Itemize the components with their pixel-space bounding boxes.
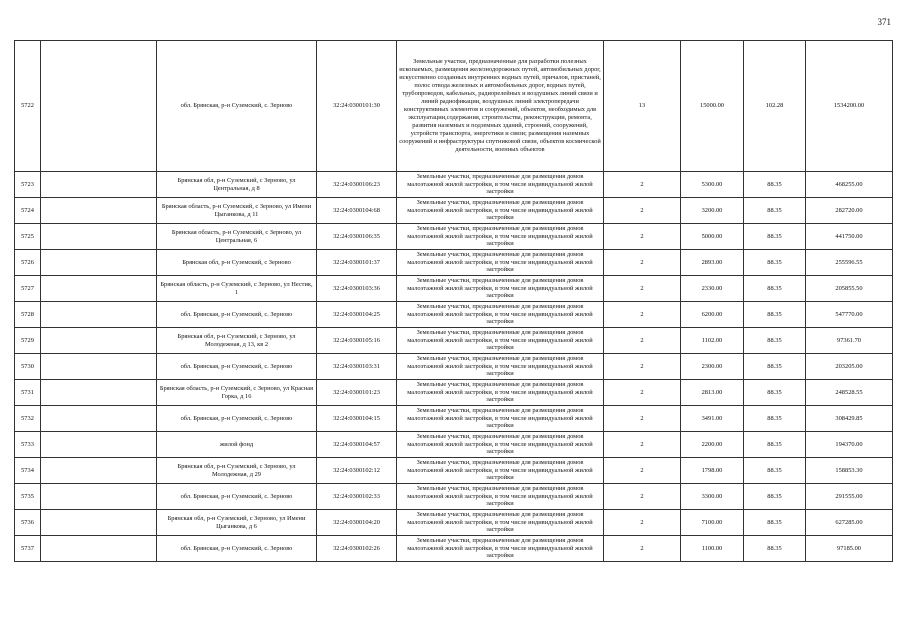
address-cell: обл. Брянская, р-н Суземский, с. Зерново (157, 536, 317, 562)
empty-cell (41, 302, 157, 328)
table-body (15, 41, 893, 562)
area-cell: 7100.00 (681, 510, 744, 536)
land-use-cell: Земельные участки, предназначенные для размещения домов малоэтажной жилой застройки, в том числе индивидуальной жилой застройки (397, 250, 604, 276)
land-use-cell: Земельные участки, предназначенные для разработки полезных ископаемых, размещения железнодорожных путей, автомобильных дорог, искусственно созданных внутренних водных путей, причалов, пристаней, полос отвода железных и автомобильных дорог, водных путей, трубопроводов, кабельных, радиорелейных и воздушных линий связи и линий радиофикации, воздушных линий электропередачи конструктивных элементов и сооружений, объектов, необходимых для эксплуатации,содержания, строительства, реконструкции, ремонта, развития наземных и подземных зданий, строений, сооружений, устройств транспорта, энергетики и связи; размещения наземных сооружений и инфраструктуры спутниковой связи, объектов космической деятельности, военных объектов (397, 41, 604, 172)
cadastral-value-cell: 441750.00 (806, 224, 893, 250)
cadastral-number-cell: 32:24:0300104:57 (317, 432, 397, 458)
cadastral-value-cell: 158853.30 (806, 458, 893, 484)
empty-cell (41, 250, 157, 276)
land-use-cell: Земельные участки, предназначенные для размещения домов малоэтажной жилой застройки, в том числе индивидуальной жилой застройки (397, 406, 604, 432)
empty-cell (41, 536, 157, 562)
land-use-cell: Земельные участки, предназначенные для размещения домов малоэтажной жилой застройки, в том числе индивидуальной жилой застройки (397, 328, 604, 354)
specific-value-cell: 88.35 (744, 276, 806, 302)
table-row (15, 302, 893, 328)
group-number-cell: 2 (604, 302, 681, 328)
cadastral-value-cell: 248528.55 (806, 380, 893, 406)
cadastral-number-cell: 32:24:0300103:36 (317, 276, 397, 302)
row-number-cell: 5724 (15, 198, 41, 224)
table-row (15, 354, 893, 380)
land-use-cell: Земельные участки, предназначенные для размещения домов малоэтажной жилой застройки, в том числе индивидуальной жилой застройки (397, 224, 604, 250)
area-cell: 2813.00 (681, 380, 744, 406)
group-number-cell: 2 (604, 380, 681, 406)
area-cell: 5300.00 (681, 172, 744, 198)
cadastral-number-cell: 32:24:0300106:35 (317, 224, 397, 250)
cadastral-value-cell: 203205.00 (806, 354, 893, 380)
row-number-cell: 5728 (15, 302, 41, 328)
area-cell: 2200.00 (681, 432, 744, 458)
area-cell: 6200.00 (681, 302, 744, 328)
page-number: 371 (877, 17, 891, 27)
table-row (15, 380, 893, 406)
table-row (15, 172, 893, 198)
table-row (15, 406, 893, 432)
area-cell: 3491.00 (681, 406, 744, 432)
group-number-cell: 2 (604, 458, 681, 484)
land-use-cell: Земельные участки, предназначенные для размещения домов малоэтажной жилой застройки, в том числе индивидуальной жилой застройки (397, 276, 604, 302)
specific-value-cell: 88.35 (744, 328, 806, 354)
land-use-cell: Земельные участки, предназначенные для размещения домов малоэтажной жилой застройки, в том числе индивидуальной жилой застройки (397, 302, 604, 328)
table-row (15, 198, 893, 224)
row-number-cell: 5733 (15, 432, 41, 458)
area-cell: 3300.00 (681, 484, 744, 510)
specific-value-cell: 88.35 (744, 172, 806, 198)
area-cell: 1798.00 (681, 458, 744, 484)
area-cell: 1102.00 (681, 328, 744, 354)
row-number-cell: 5737 (15, 536, 41, 562)
group-number-cell: 2 (604, 250, 681, 276)
row-number-cell: 5723 (15, 172, 41, 198)
group-number-cell: 13 (604, 41, 681, 172)
address-cell: обл. Брянская, р-н Суземский, с. Зерново (157, 302, 317, 328)
land-use-cell: Земельные участки, предназначенные для размещения домов малоэтажной жилой застройки, в том числе индивидуальной жилой застройки (397, 172, 604, 198)
address-cell: Брянская обл, р-н Суземский, с Зерново, ул Молодежная, д 29 (157, 458, 317, 484)
group-number-cell: 2 (604, 406, 681, 432)
cadastral-value-cell: 255596.55 (806, 250, 893, 276)
address-cell: обл. Брянская, р-н Суземский, с. Зерново (157, 406, 317, 432)
specific-value-cell: 88.35 (744, 250, 806, 276)
land-use-cell: Земельные участки, предназначенные для размещения домов малоэтажной жилой застройки, в том числе индивидуальной жилой застройки (397, 354, 604, 380)
address-cell: Брянская область, р-н Суземский, с Зерново, ул Имени Цыганкова, д 11 (157, 198, 317, 224)
specific-value-cell: 88.35 (744, 458, 806, 484)
row-number-cell: 5730 (15, 354, 41, 380)
group-number-cell: 2 (604, 224, 681, 250)
row-number-cell: 5722 (15, 41, 41, 172)
address-cell: Брянская обл, р-н Суземский, с Зерново, ул Молодежная, д 13, кв 2 (157, 328, 317, 354)
cadastral-number-cell: 32:24:0300102:26 (317, 536, 397, 562)
specific-value-cell: 88.35 (744, 406, 806, 432)
cadastral-value-cell: 282720.00 (806, 198, 893, 224)
row-number-cell: 5731 (15, 380, 41, 406)
land-use-cell: Земельные участки, предназначенные для размещения домов малоэтажной жилой застройки, в том числе индивидуальной жилой застройки (397, 484, 604, 510)
table-row (15, 41, 893, 172)
table-row (15, 536, 893, 562)
row-number-cell: 5735 (15, 484, 41, 510)
area-cell: 2893.00 (681, 250, 744, 276)
specific-value-cell: 88.35 (744, 302, 806, 328)
specific-value-cell: 88.35 (744, 198, 806, 224)
cadastral-number-cell: 32:24:0300101:30 (317, 41, 397, 172)
group-number-cell: 2 (604, 510, 681, 536)
area-cell: 15000.00 (681, 41, 744, 172)
specific-value-cell: 88.35 (744, 510, 806, 536)
row-number-cell: 5725 (15, 224, 41, 250)
table-row (15, 484, 893, 510)
table-row (15, 224, 893, 250)
cadastral-number-cell: 32:24:0300101:37 (317, 250, 397, 276)
group-number-cell: 2 (604, 536, 681, 562)
table-row (15, 276, 893, 302)
empty-cell (41, 198, 157, 224)
land-use-cell: Земельные участки, предназначенные для размещения домов малоэтажной жилой застройки, в том числе индивидуальной жилой застройки (397, 510, 604, 536)
address-cell: обл. Брянская, р-н Суземский, с. Зерново (157, 484, 317, 510)
empty-cell (41, 172, 157, 198)
row-number-cell: 5726 (15, 250, 41, 276)
table-row (15, 250, 893, 276)
row-number-cell: 5734 (15, 458, 41, 484)
specific-value-cell: 88.35 (744, 354, 806, 380)
cadastral-number-cell: 32:24:0300102:12 (317, 458, 397, 484)
land-use-cell: Земельные участки, предназначенные для размещения домов малоэтажной жилой застройки, в том числе индивидуальной жилой застройки (397, 458, 604, 484)
row-number-cell: 5727 (15, 276, 41, 302)
cadastral-value-cell: 97361.70 (806, 328, 893, 354)
specific-value-cell: 88.35 (744, 380, 806, 406)
cadastral-value-cell: 194370.00 (806, 432, 893, 458)
land-use-cell: Земельные участки, предназначенные для размещения домов малоэтажной жилой застройки, в том числе индивидуальной жилой застройки (397, 536, 604, 562)
cadastral-number-cell: 32:24:0300104:15 (317, 406, 397, 432)
empty-cell (41, 432, 157, 458)
empty-cell (41, 224, 157, 250)
empty-cell (41, 328, 157, 354)
cadastral-value-cell: 308429.85 (806, 406, 893, 432)
land-use-cell: Земельные участки, предназначенные для размещения домов малоэтажной жилой застройки, в том числе индивидуальной жилой застройки (397, 198, 604, 224)
cadastral-number-cell: 32:24:0300104:20 (317, 510, 397, 536)
address-cell: Брянская обл, р-н Суземский, с Зерново, ул Имени Цыганкова, д 6 (157, 510, 317, 536)
cadastral-value-cell: 1534200.00 (806, 41, 893, 172)
address-cell: жилой фонд (157, 432, 317, 458)
table-row (15, 432, 893, 458)
cadastral-value-cell: 291555.00 (806, 484, 893, 510)
group-number-cell: 2 (604, 172, 681, 198)
address-cell: Брянская область, р-н Суземский, с Зерново, ул Красная Горка, д 16 (157, 380, 317, 406)
empty-cell (41, 484, 157, 510)
cadastral-value-cell: 97185.00 (806, 536, 893, 562)
cadastral-number-cell: 32:24:0300104:25 (317, 302, 397, 328)
specific-value-cell: 102.28 (744, 41, 806, 172)
area-cell: 2300.00 (681, 354, 744, 380)
address-cell: Брянская область, р-н Суземский, с Зерново, ул Центральная, 6 (157, 224, 317, 250)
row-number-cell: 5729 (15, 328, 41, 354)
address-cell: обл. Брянская, р-н Суземский, с. Зерново (157, 41, 317, 172)
area-cell: 2330.00 (681, 276, 744, 302)
cadastral-value-cell: 547770.00 (806, 302, 893, 328)
address-cell: Брянская область, р-н Суземский, с Зерново, ул Нестик, 1 (157, 276, 317, 302)
row-number-cell: 5736 (15, 510, 41, 536)
cadastral-number-cell: 32:24:0300101:23 (317, 380, 397, 406)
group-number-cell: 2 (604, 328, 681, 354)
table-row (15, 458, 893, 484)
table-row (15, 510, 893, 536)
cadastral-number-cell: 32:24:0300103:31 (317, 354, 397, 380)
empty-cell (41, 354, 157, 380)
address-cell: Брянская обл, р-н Суземский, с Зерново (157, 250, 317, 276)
specific-value-cell: 88.35 (744, 432, 806, 458)
cadastral-value-table (14, 40, 893, 562)
cadastral-number-cell: 32:24:0300106:23 (317, 172, 397, 198)
group-number-cell: 2 (604, 354, 681, 380)
area-cell: 3200.00 (681, 198, 744, 224)
empty-cell (41, 41, 157, 172)
row-number-cell: 5732 (15, 406, 41, 432)
specific-value-cell: 88.35 (744, 224, 806, 250)
area-cell: 5000.00 (681, 224, 744, 250)
area-cell: 1100.00 (681, 536, 744, 562)
address-cell: Брянская обл, р-н Суземский, с Зерново, ул Центральная, д 8 (157, 172, 317, 198)
group-number-cell: 2 (604, 484, 681, 510)
empty-cell (41, 276, 157, 302)
empty-cell (41, 510, 157, 536)
specific-value-cell: 88.35 (744, 536, 806, 562)
cadastral-value-cell: 205855.50 (806, 276, 893, 302)
land-use-cell: Земельные участки, предназначенные для размещения домов малоэтажной жилой застройки, в том числе индивидуальной жилой застройки (397, 432, 604, 458)
cadastral-value-cell: 468255.00 (806, 172, 893, 198)
cadastral-value-cell: 627285.00 (806, 510, 893, 536)
cadastral-number-cell: 32:24:0300102:33 (317, 484, 397, 510)
land-use-cell: Земельные участки, предназначенные для размещения домов малоэтажной жилой застройки, в том числе индивидуальной жилой застройки (397, 380, 604, 406)
cadastral-number-cell: 32:24:0300105:16 (317, 328, 397, 354)
specific-value-cell: 88.35 (744, 484, 806, 510)
group-number-cell: 2 (604, 432, 681, 458)
table-row (15, 328, 893, 354)
cadastral-number-cell: 32:24:0300104:68 (317, 198, 397, 224)
empty-cell (41, 458, 157, 484)
group-number-cell: 2 (604, 198, 681, 224)
empty-cell (41, 380, 157, 406)
group-number-cell: 2 (604, 276, 681, 302)
address-cell: обл. Брянская, р-н Суземский, с. Зерново (157, 354, 317, 380)
empty-cell (41, 406, 157, 432)
